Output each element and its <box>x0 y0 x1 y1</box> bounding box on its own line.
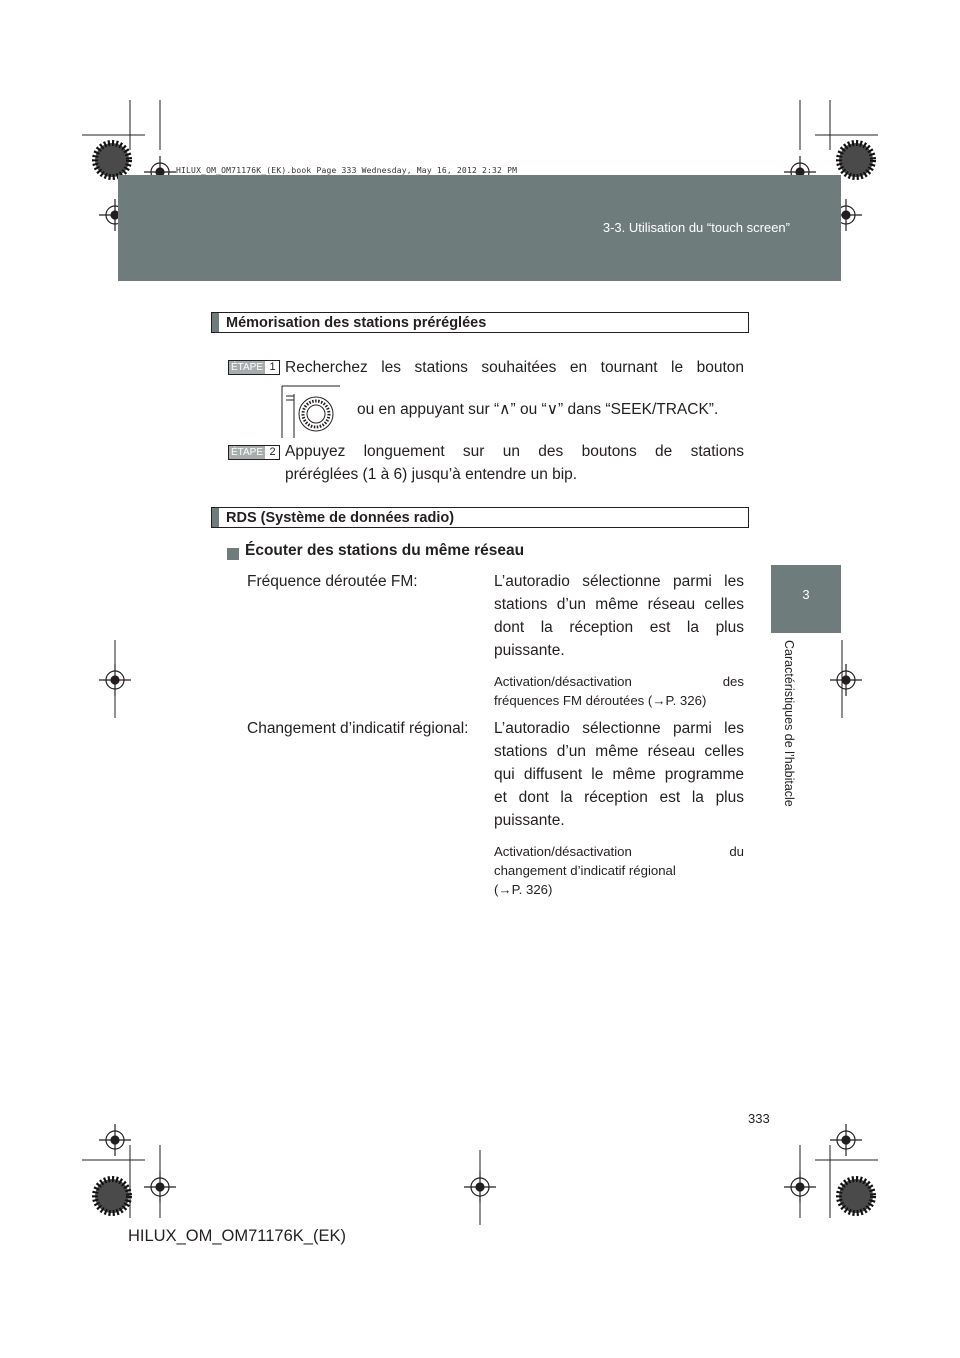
desc-line: qui diffusent le même programme <box>494 766 744 783</box>
document-id: HILUX_OM_OM71176K_(EK) <box>128 1227 346 1245</box>
note-line: Activation/désactivation du <box>494 844 744 859</box>
term-regional-code: Changement d’indicatif régional: <box>247 720 469 737</box>
section-heading-rds-text: RDS (Système de données radio) <box>226 510 455 526</box>
page-number: 333 <box>748 1111 770 1126</box>
desc-line: puissante. <box>494 642 565 659</box>
term-fm-alt-freq: Fréquence déroutée FM: <box>247 573 418 590</box>
desc-line: L’autoradio sélectionne parmi les <box>494 720 744 737</box>
book-stamp: HILUX_OM_OM71176K_(EK).book Page 333 Wednesday, May 16, 2012 2:32 PM <box>176 166 518 175</box>
section-heading-rds <box>211 507 749 528</box>
desc-line: et dont la réception est la plus <box>494 789 744 806</box>
desc-line: L’autoradio sélectionne parmi les <box>494 573 744 590</box>
step-2-text-line1: Appuyez longuement sur un des boutons de stations <box>285 443 744 460</box>
note-line: fréquences FM déroutées (→P. 326) <box>494 693 707 708</box>
step-2-badge-number: 2 <box>269 446 276 458</box>
section-heading-presets-text: Mémorisation des stations préréglées <box>226 315 487 331</box>
step-2-badge-label: ÉTAPE <box>230 447 264 458</box>
step-1-text-line2: ou en appuyant sur “∧” ou “∨” dans “SEEK/TRACK”. <box>357 401 719 418</box>
sub-heading: Écouter des stations du même réseau <box>245 542 525 559</box>
note-line: (→P. 326) <box>494 882 553 897</box>
desc-line: puissante. <box>494 812 565 829</box>
heading-accent-bar <box>212 508 219 527</box>
square-bullet-icon <box>227 548 239 560</box>
tune-knob-icon <box>280 382 342 438</box>
desc-line: dont la réception est la plus <box>494 619 744 636</box>
desc-line: stations d’un même réseau celles <box>494 743 744 760</box>
step-1-badge <box>228 360 280 375</box>
header-section-title: 3-3. Utilisation du “touch screen” <box>602 220 790 235</box>
note-line: Activation/désactivation des <box>494 674 744 689</box>
desc-line: stations d’un même réseau celles <box>494 596 744 613</box>
step-1-text-line1: Recherchez les stations souhaitées en tournant le bouton <box>285 359 744 376</box>
section-heading-presets <box>211 312 749 333</box>
step-2-text-line2: préréglées (1 à 6) jusqu’à entendre un bip. <box>285 466 578 483</box>
chapter-tab-number: 3 <box>802 587 810 602</box>
note-line: changement d’indicatif régional <box>494 863 676 878</box>
step-1-badge-label: ÉTAPE <box>230 362 264 373</box>
chapter-tab-label: Caractéristiques de l’habitacle <box>782 640 796 807</box>
step-1-badge-number: 1 <box>269 361 276 373</box>
step-2-badge <box>228 445 280 460</box>
heading-accent-bar <box>212 313 219 332</box>
